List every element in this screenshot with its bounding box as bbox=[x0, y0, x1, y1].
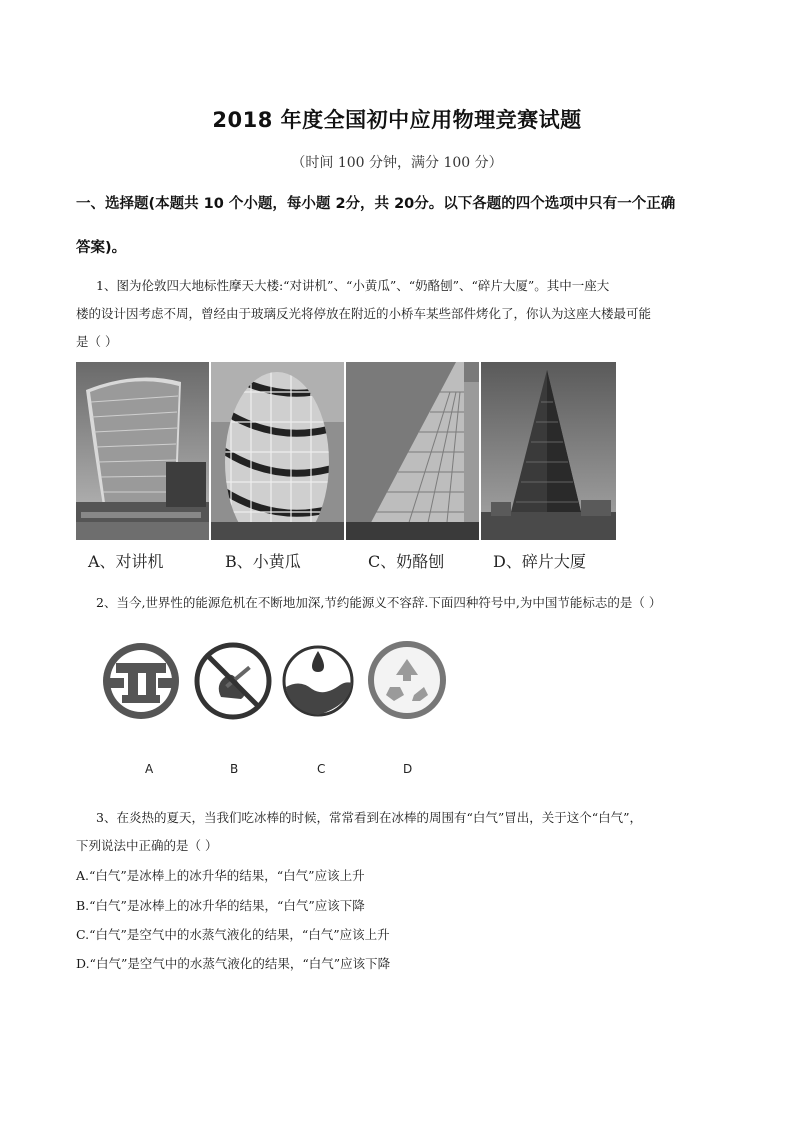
energy-saving-icon bbox=[100, 640, 182, 722]
q3-option-a: A.“白气”是冰棒上的冰升华的结果，“白气”应该上升 bbox=[76, 868, 365, 883]
building-photos bbox=[76, 362, 616, 542]
section-heading-line1: 一、选择题(本题共 10 个小题，每小题 2分，共 20分。以下各题的四个选项中只有一个正确 bbox=[76, 196, 676, 212]
caption-d: D、碎片大厦 bbox=[493, 552, 586, 571]
caption-a: A、对讲机 bbox=[88, 552, 164, 571]
page-title: 2018 年度全国初中应用物理竞赛试题 bbox=[212, 108, 582, 132]
q3-stem-line2: 下列说法中正确的是（ ） bbox=[76, 838, 218, 853]
q1-stem-line2: 楼的设计因考虑不周，曾经由于玻璃反光将停放在附近的小桥车某些部件烤化了，你认为这座大楼最可能 bbox=[76, 306, 652, 321]
q3-option-d: D.“白气”是空气中的水蒸气液化的结果，“白气”应该下降 bbox=[76, 956, 391, 971]
water-saving-icon bbox=[280, 641, 356, 721]
caption-b: B、小黄瓜 bbox=[225, 552, 301, 571]
option-label-b: B bbox=[230, 762, 239, 776]
option-label-d: D bbox=[403, 762, 413, 776]
q3-option-b: B.“白气”是冰棒上的冰升华的结果，“白气”应该下降 bbox=[76, 898, 365, 913]
option-label-c: C bbox=[317, 762, 326, 776]
recycle-icon bbox=[366, 639, 448, 721]
option-label-a: A bbox=[145, 762, 154, 776]
no-smoking-icon bbox=[193, 641, 273, 721]
q2-stem: 2、当今,世界性的能源危机在不断地加深,节约能源义不容辞.下面四种符号中,为中国节能标志的是（ ） bbox=[96, 595, 662, 610]
section-heading-line2: 答案)。 bbox=[76, 240, 127, 256]
q1-stem-line3: 是（ ） bbox=[76, 334, 118, 349]
q3-option-c: C.“白气”是空气中的水蒸气液化的结果，“白气”应该上升 bbox=[76, 927, 390, 942]
exam-info: （时间 100 分钟，满分 100 分） bbox=[291, 155, 503, 171]
q1-stem-line1: 1、图为伦敦四大地标性摩天大楼:“对讲机”、“小黄瓜”、“奶酪刨”、“碎片大厦”。其中一座大 bbox=[96, 278, 610, 293]
photo-shard bbox=[481, 362, 616, 540]
photo-cheesegrater bbox=[346, 362, 479, 540]
photo-walkie-talkie bbox=[76, 362, 209, 540]
photo-gherkin bbox=[211, 362, 344, 540]
q3-stem-line1: 3、在炎热的夏天，当我们吃冰棒的时候，常常看到在冰棒的周围有“白气”冒出，关于这个“白气”， bbox=[96, 810, 643, 825]
caption-c: C、奶酪刨 bbox=[368, 552, 445, 571]
